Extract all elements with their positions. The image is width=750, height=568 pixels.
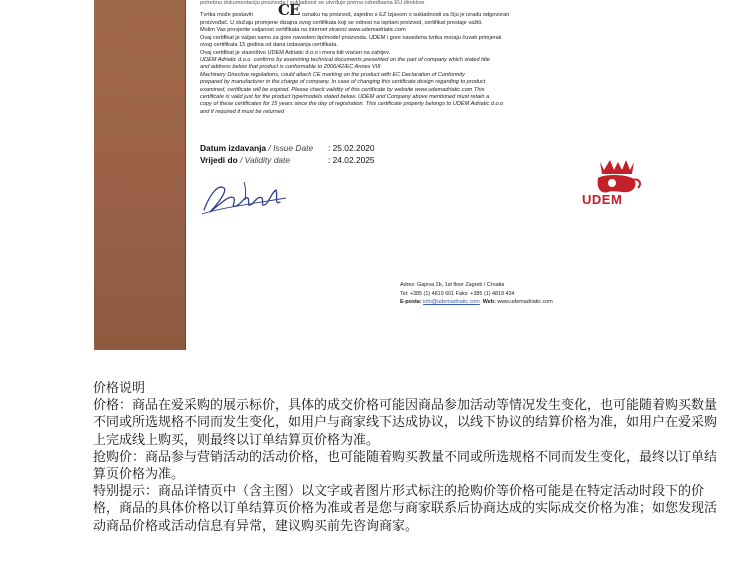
cert-en-line8: and if required it must be returned (200, 108, 284, 115)
ce-mark-icon: CE (278, 1, 300, 19)
cert-web-link[interactable]: www.udemadriatic.com (497, 299, 553, 305)
cert-web-label: Web: (482, 299, 496, 305)
certificate-border-strip (94, 0, 186, 350)
cert-line5: ovog certifikata 15 godina od dana izdavanja certifikata. (200, 42, 338, 49)
udem-logo-text: UDEM (582, 192, 623, 207)
issue-date-label-en: / Issue Date (268, 143, 314, 153)
cert-en-line7: copy of these certificates for 15 years since the day of registration. This certificate property belongs to UDEM Adriatic d.o.o (200, 101, 504, 108)
cert-line2: proizvođač. U slučaju promjene dizajna ovog certifikata koji se odnosi na ispitani proizvod, certifikat prestaje važiti. (200, 20, 483, 26)
certificate-body (200, 0, 720, 350)
cert-en-line2: and address below that product is conformable to 2006/42/EC Annex VIII (200, 64, 381, 71)
cert-address: Adres: Gajeva 2b, 1st floor Zagreb / Croatia (400, 282, 505, 288)
issue-date-row (200, 142, 375, 154)
price-notice-p2: 抢购价：商品参与营销活动的活动价格，也可能随着购买教量不同或所选规格不同而发生变化，最终以订单结算页价格为准。 (93, 449, 718, 483)
cert-line1-a: Tvrtka može postaviti (200, 12, 253, 18)
cert-tel: Tel: +385 (1) 4819 601 Faks: +385 (1) 4819 434 (400, 290, 515, 297)
price-notice (93, 380, 723, 535)
cert-dates (200, 142, 375, 166)
cert-email-link[interactable]: info@udemadriatic.com (423, 299, 480, 305)
cert-en-line1: UDEM Adriatic d.o.o. confirms by examining technical documents presented on the part of company which stated title (200, 57, 490, 64)
cert-footer (400, 281, 553, 307)
price-notice-title: 价格说明 (93, 381, 146, 396)
cert-line1-b: oznaku na proizvod, zajedno s EZ Izjavom o sukladnosti za čiju je izradu odgovoran (301, 12, 510, 18)
cert-en-line5: examined, certificate will be expired. Please check validity of this certificate by website www.udemadriatic.com This (200, 86, 485, 93)
cert-en-line6: certificate is valid just for the product type/models stated below. UDEM and Company above mentioned must retain a (200, 94, 490, 101)
signature-icon (200, 174, 290, 218)
cert-line6: Ovaj certifikat je vlasništvo UDEM Adriatic d.o.o i mora biti vraćen na zahtjev. (200, 49, 391, 56)
price-notice-p1: 价格：商品在爱采购的展示标价，具体的成交价格可能因商品参加活动等情况发生变化，也可能随着购买数量不同或所选规格不同而发生变化，如用户与商家线下达成协议，以线下协议的结算价格为准，如用户在爱采购上完成线上购买，则最终以订单结算页价格为准。 (93, 398, 718, 448)
cert-top-cut-line: potrebnu dokumentaciju proizvoda i sukladnost se utvrđuje prema odredbama EU direktive (200, 0, 425, 6)
validity-date-label-hr: Vrijedi do (200, 155, 238, 165)
validity-date-row (200, 154, 375, 166)
cert-email-label: E-posta: (400, 299, 422, 305)
cert-en-line3: Machinery Directive regulations, could attach CE marking on the product with EC Declaration of Conformity (200, 71, 465, 78)
issue-date-label-hr: Datum izdavanja (200, 143, 267, 153)
cert-en-line4: prepared by manufacturer in the charge of company. In case of changing this certificate design regarding to product (200, 79, 486, 86)
validity-date-label-en: / Validity date (240, 155, 290, 165)
certificate-image (94, 0, 736, 350)
cert-line3: Molim Vas provjerite valjanost certifikata na internet stranici www.udemadriatic.com (200, 27, 406, 34)
issue-date-value: : 25.02.2020 (328, 143, 375, 153)
cert-text-block (200, 20, 720, 116)
validity-date-value: : 24.02.2025 (328, 155, 375, 165)
cert-line4: Ovaj certifikat je valjan samo za gore navedeni tip/model proizvoda. UDEM i gore navedena tvrtka moraju čuvati primjerak (200, 34, 502, 41)
price-notice-p3: 特别提示：商品详情页中（含主图）以文字或者图片形式标注的抢购价等价格可能是在特定活动时段下的价格，商品的具体价格以订单结算页价格为准或者是您与商家联系后协商达成的实际成交价格为准；如您发现活动商品价格或活动信息有异常，建议购买前先咨询商家。 (93, 484, 718, 534)
